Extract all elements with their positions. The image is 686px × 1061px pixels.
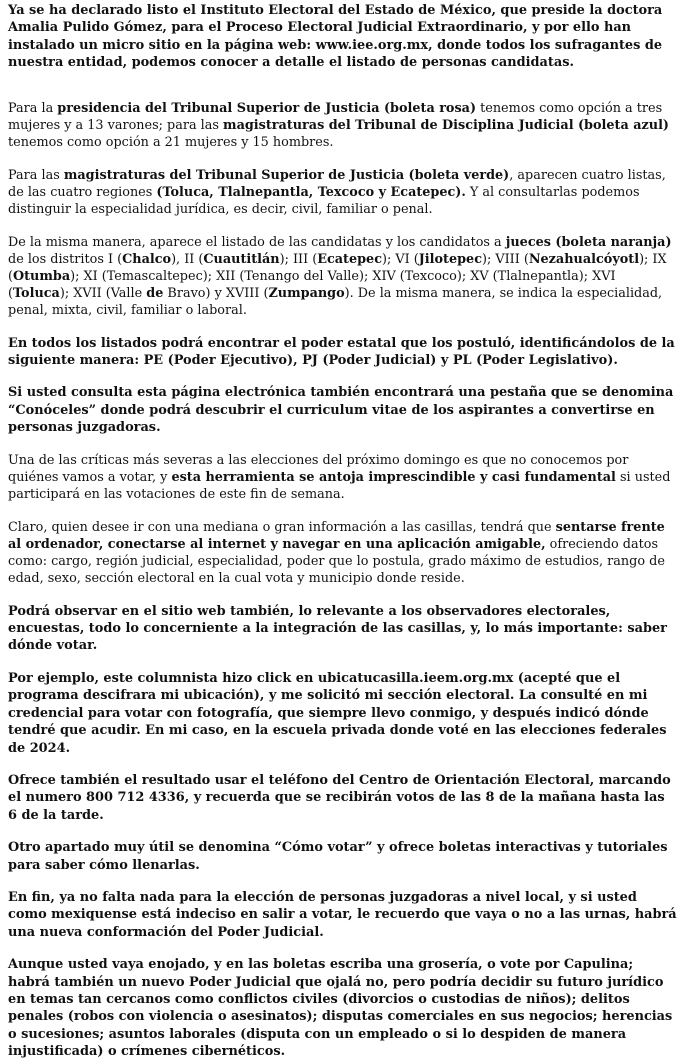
- paragraph-text: Para la: [8, 100, 58, 116]
- article-paragraph: [8, 670, 678, 757]
- paragraph-text: Una de las críticas más severas a las elecciones del próximo domingo es que no conocemos por quiénes vamos a votar, y: [8, 452, 629, 485]
- article-paragraph: [8, 2, 678, 72]
- emphasized-text: Otumba: [13, 268, 71, 284]
- article-paragraph: [8, 167, 678, 218]
- emphasized-text: esta herramienta se antoja imprescindible y casi fundamental: [171, 469, 616, 485]
- emphasized-text: magistraturas del Tribunal Superior de Justicia (boleta verde): [63, 167, 510, 183]
- paragraph-text: , aparecen cuatro listas, de las cuatro regiones: [8, 167, 666, 200]
- paragraph-text: ). De la misma manera, se indica la especialidad, penal, mixta, civil, familiar o laboral.: [8, 285, 663, 318]
- paragraph-text: Otro apartado muy útil se denomina “Cómo votar” y ofrece boletas interactivas y tutoriales para saber cómo llenarlas.: [8, 840, 668, 873]
- article-paragraph: [8, 384, 678, 436]
- emphasized-text: jueces (boleta naranja): [505, 234, 672, 250]
- paragraph-text: Ya se ha declarado listo el Instituto Electoral del Estado de México, que preside la doctora Amalia Pulido Gómez, para el Proceso Electoral Judicial Extraordinario, y por ello han instalado un micro sitio en la página web: www.iee.org.mx, donde todos los sufragantes de nuestra entidad, podemos conocer a detalle el listado de personas candidatas.: [8, 3, 663, 71]
- paragraph-text: En todos los listados podrá encontrar el poder estatal que los postuló, identificándolos de la siguiente manera: PE (Poder Ejecutivo), PJ (Poder Judicial) y PL (Poder Legislativo).: [8, 335, 675, 369]
- emphasized-text: Nezahualcóyotl: [528, 251, 640, 267]
- paragraph-text: Podrá observar en el sitio web también, lo relevante a los observadores electorales, encuestas, todo lo concerniente a la integración de las casillas, y, lo más importante: saber dónde votar.: [8, 603, 667, 654]
- article-paragraph: [8, 100, 678, 151]
- article-paragraph: [8, 839, 678, 874]
- paragraph-text: ofreciendo datos como: cargo, región judicial, especialidad, poder que lo postula, grado máximo de estudios, rango de edad, sexo, sección electoral en la cual vota y municipio donde reside.: [8, 536, 665, 586]
- article-paragraph: [8, 772, 678, 824]
- paragraph-text: Por ejemplo, este columnista hizo click en ubicatucasilla.ieem.org.mx (acepté que el programa descifrara mi ubicación), y me solicitó mi sección electoral. La consulté en mi credencial para votar con fotografía, que siempre llevo conmigo, y después indicó dónde tendré que acudir. En mi caso, en la escuela privada donde voté en las elecciones federales de 2024.: [8, 670, 667, 756]
- paragraph-text: ); XVII (Valle: [59, 285, 147, 301]
- emphasized-text: Zumpango: [268, 285, 345, 301]
- paragraph-text: tenemos como opción a 21 mujeres y 15 hombres.: [8, 134, 334, 150]
- paragraph-text: Bravo) y XVIII (: [163, 285, 269, 301]
- emphasized-text: Cuautitlán: [203, 251, 280, 267]
- paragraph-text: En fin, ya no falta nada para la elección de personas juzgadoras a nivel local, y si usted como mexiquense está indeciso en salir a votar, le recuerdo que vaya o no a las urnas, habrá una nueva conformación del Poder Judicial.: [8, 889, 677, 940]
- article-paragraph: [8, 335, 678, 370]
- emphasized-text: magistraturas del Tribunal de Disciplina Judicial (boleta azul): [223, 117, 669, 133]
- emphasized-text: (Toluca, Tlalnepantla, Texcoco y Ecatepec).: [156, 184, 466, 200]
- paragraph-text: Y al consultarlas podemos distinguir la especialidad jurídica, es decir, civil, familiar o penal.: [8, 184, 640, 217]
- paragraph-text: ); VI (: [382, 251, 419, 267]
- paragraph-text: Claro, quien desee ir con una mediana o gran información a las casillas, tendrá que: [8, 519, 556, 535]
- paragraph-text: Si usted consulta esta página electrónica también encontrará una pestaña que se denomina “Conóceles” donde podrá descubrir el curriculum vitae de los aspirantes a convertirse en personas juzgadoras.: [8, 385, 674, 436]
- emphasized-text: Toluca: [13, 285, 60, 301]
- paragraph-text: ), II (: [171, 251, 204, 267]
- emphasized-text: presidencia del Tribunal Superior de Justicia (boleta rosa): [57, 100, 477, 116]
- paragraph-text: ); III (: [279, 251, 318, 267]
- article-paragraph: [8, 603, 678, 655]
- paragraph-text: ); VIII (: [481, 251, 529, 267]
- paragraph-text: De la misma manera, aparece el listado de las candidatas y los candidatos a: [8, 234, 506, 250]
- paragraph-text: Aunque usted vaya enojado, y en las boletas escriba una grosería, o vote por Capulina; habrá también un nuevo Poder Judicial que ojalá no, pero podría decidir su futuro jurídico en temas tan cercanos como conflictos civiles (divorcios o custodias de niños); delitos penales (robos con violencia o asesinatos); disputas comerciales en sus negocios; herencias o sucesiones; asuntos laborales (disputa con un empleado o si lo despiden de manera injustificada) o crímenes cibernéticos.: [8, 957, 673, 1060]
- article-paragraph: [8, 452, 678, 503]
- paragraph-text: tenemos como opción a tres mujeres y a 13 varones; para las: [8, 100, 663, 133]
- paragraph-text: de los distritos I (: [8, 251, 123, 267]
- paragraph-text: ); IX (: [8, 251, 667, 284]
- paragraph-text: si usted participará en las votaciones de este fin de semana.: [8, 469, 671, 502]
- article-paragraph: [8, 234, 678, 319]
- article-paragraph: [8, 889, 678, 941]
- emphasized-text: Chalco: [122, 251, 172, 267]
- paragraph-text: Para las: [8, 167, 64, 183]
- paragraph-text: ); XI (Temascaltepec); XII (Tenango del Valle); XIV (Texcoco); XV (Tlalnepantla); XVI (: [8, 268, 616, 301]
- article-paragraph: [8, 956, 678, 1060]
- paragraph-text: Ofrece también el resultado usar el teléfono del Centro de Orientación Electoral, marcando el numero 800 712 4336, y recuerda que se recibirán votos de las 8 de la mañana hasta las 6 de la tarde.: [8, 772, 671, 823]
- emphasized-text: Jilotepec: [418, 251, 482, 267]
- emphasized-text: de: [146, 285, 164, 301]
- emphasized-text: Ecatepec: [317, 251, 382, 267]
- emphasized-text: sentarse frente al ordenador, conectarse al internet y navegar en una aplicación amigable,: [8, 519, 665, 552]
- article-paragraph: [8, 519, 678, 587]
